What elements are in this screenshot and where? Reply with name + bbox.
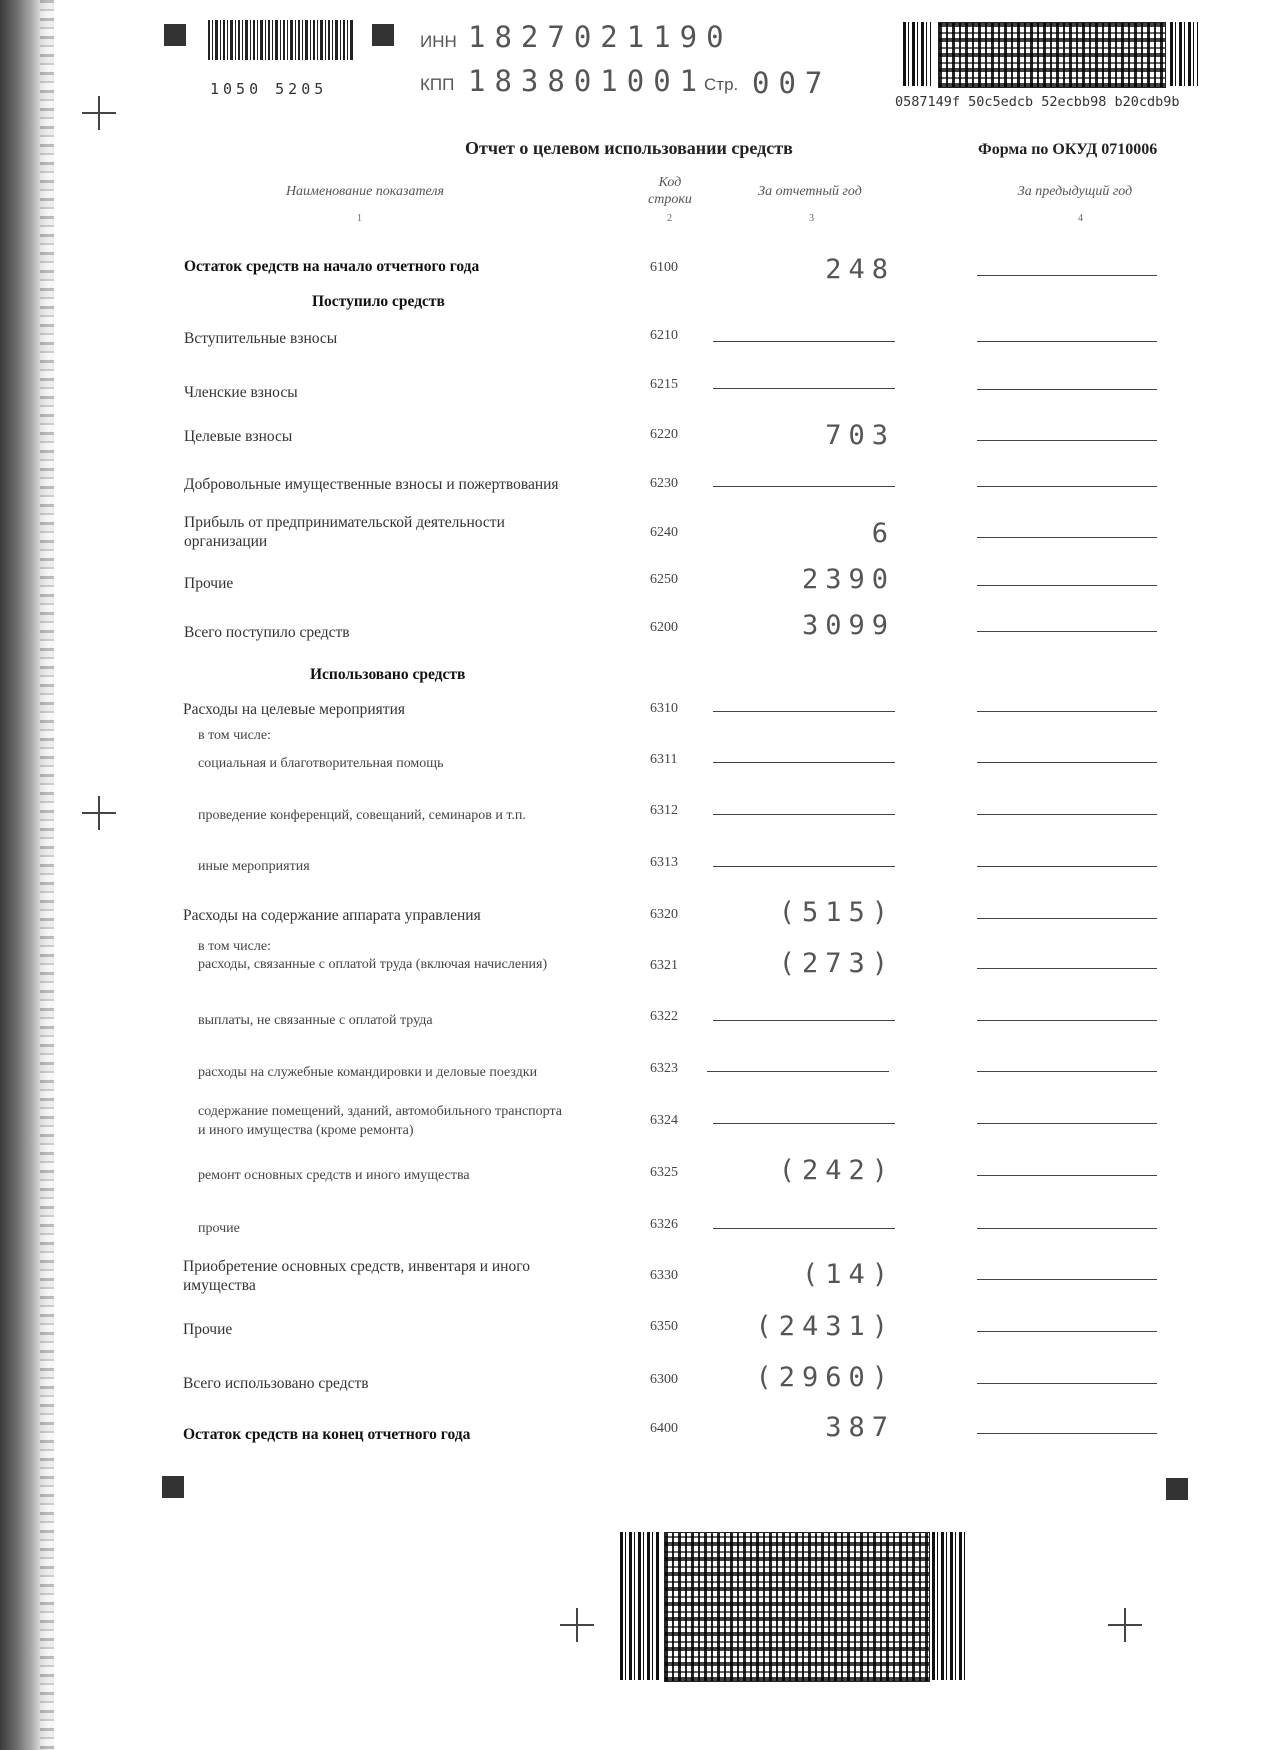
row-label-6330-line2: имущества (183, 1277, 256, 1294)
col-code-header (630, 174, 710, 208)
empty-prev-6320 (977, 918, 1157, 919)
row-label-6240-line1: Прибыль от предпринимательской деятельности (184, 514, 505, 531)
empty-prev-6330 (977, 1279, 1157, 1280)
col-code-header-line2: строки (648, 192, 692, 207)
empty-prev-6312 (977, 814, 1157, 815)
crosshair-mark-icon (82, 96, 116, 130)
empty-current-6313 (713, 866, 895, 867)
row-label-6210: Вступительные взносы (184, 330, 338, 347)
page-number: 007 (752, 66, 832, 100)
barcode-number: 1050 5205 (210, 80, 328, 98)
empty-prev-6310 (977, 711, 1157, 712)
empty-prev-6324 (977, 1123, 1157, 1124)
empty-prev-6326 (977, 1228, 1157, 1229)
empty-current-6230 (713, 486, 895, 487)
inn-label: ИНН (420, 32, 457, 51)
scan-shadow-texture (40, 0, 54, 1750)
row-label-6100: Остаток средств на начало отчетного года (184, 258, 480, 275)
row-label-6250: Прочие (184, 575, 234, 592)
row-code-6321: 6321 (650, 958, 678, 973)
datamatrix-bars (932, 1532, 968, 1680)
empty-prev-6220 (977, 440, 1157, 441)
row-label-6311: социальная и благотворительная помощь (198, 756, 444, 771)
empty-prev-6321 (977, 968, 1157, 969)
form-code: Форма по ОКУД 0710006 (978, 141, 1158, 158)
section-heading-income: Поступило средств (312, 293, 445, 310)
crosshair-mark-icon (1108, 1608, 1142, 1642)
col-name-header: Наименование показателя (285, 184, 445, 199)
page-label: Стр. (704, 75, 739, 94)
empty-current-6215 (713, 388, 895, 389)
col-number: 2 (667, 213, 672, 224)
section-heading-expenses: Использовано средств (310, 666, 466, 683)
empty-current-6210 (713, 341, 895, 342)
registration-square (1166, 1478, 1188, 1500)
row-value-6200: 3099 (801, 610, 895, 641)
row-label-6330-line1: Приобретение основных средств, инвентаря и иного (183, 1258, 530, 1275)
col-number: 3 (809, 213, 814, 224)
row-code-6250: 6250 (650, 572, 678, 587)
empty-prev-6230 (977, 486, 1157, 487)
row-code-6323: 6323 (650, 1061, 678, 1076)
empty-prev-6311 (977, 762, 1157, 763)
row-label-6350: Прочие (183, 1321, 233, 1338)
empty-prev-6322 (977, 1020, 1157, 1021)
row-label-6215: Членские взносы (184, 384, 298, 401)
datamatrix-code (938, 22, 1166, 88)
including-label: в том числе: (198, 728, 271, 743)
row-value-6350: (2431) (755, 1311, 895, 1342)
row-label-6240 (184, 513, 505, 551)
kpp-label: КПП (420, 75, 455, 94)
row-label-6400: Остаток средств на конец отчетного года (183, 1426, 471, 1443)
row-code-6311: 6311 (650, 752, 678, 767)
row-code-6350: 6350 (650, 1319, 678, 1334)
empty-prev-6400 (977, 1433, 1157, 1434)
empty-prev-6313 (977, 866, 1157, 867)
row-label-6322: выплаты, не связанные с оплатой труда (198, 1013, 433, 1028)
row-value-6330: (14) (801, 1259, 895, 1290)
row-code-6240: 6240 (650, 525, 678, 540)
row-code-6322: 6322 (650, 1009, 678, 1024)
crosshair-mark-icon (82, 796, 116, 830)
row-code-6300: 6300 (650, 1372, 678, 1387)
row-value-6100: 248 (825, 254, 895, 285)
row-label-6323: расходы на служебные командировки и деловые поездки (198, 1065, 538, 1080)
empty-prev-6240 (977, 537, 1157, 538)
row-label-6324-line1: содержание помещений, зданий, автомобильного транспорта (198, 1104, 562, 1119)
row-code-6215: 6215 (650, 377, 678, 392)
row-value-6220: 703 (825, 420, 895, 451)
row-label-6321: расходы, связанные с оплатой труда (включая начисления) (198, 957, 548, 972)
row-value-6321: (273) (778, 948, 895, 979)
row-label-6220: Целевые взносы (184, 428, 293, 445)
crosshair-mark-icon (560, 1608, 594, 1642)
datamatrix-bars (1170, 22, 1198, 86)
row-label-6320: Расходы на содержание аппарата управления (183, 907, 481, 924)
row-code-6100: 6100 (650, 260, 678, 275)
empty-current-6311 (713, 762, 895, 763)
inn-value: 1827021190 (468, 20, 733, 54)
row-value-6400: 387 (825, 1412, 895, 1443)
row-code-6400: 6400 (650, 1421, 678, 1436)
row-code-6200: 6200 (650, 620, 678, 635)
report-title: Отчет о целевом использовании средств (465, 138, 793, 158)
empty-current-6326 (713, 1228, 895, 1229)
empty-current-6324 (713, 1123, 895, 1124)
row-label-6325: ремонт основных средств и иного имущества (198, 1168, 470, 1183)
registration-square (164, 24, 186, 46)
row-label-6326: прочие (198, 1221, 240, 1236)
empty-current-6312 (713, 814, 895, 815)
col-previous-header: За предыдущий год (1017, 184, 1133, 199)
row-label-6200: Всего поступило средств (184, 624, 350, 641)
row-value-6320: (515) (778, 897, 895, 928)
row-code-6325: 6325 (650, 1165, 678, 1180)
row-code-6330: 6330 (650, 1268, 678, 1283)
row-code-6313: 6313 (650, 855, 678, 870)
row-value-6300: (2960) (755, 1362, 895, 1393)
empty-prev-6350 (977, 1331, 1157, 1332)
row-code-6324: 6324 (650, 1113, 678, 1128)
row-label-6313: иные мероприятия (198, 859, 310, 874)
row-value-6240: 6 (871, 518, 895, 549)
row-label-6324-line2: и иного имущества (кроме ремонта) (198, 1123, 414, 1138)
including-label: в том числе: (198, 939, 271, 954)
datamatrix-bars (903, 22, 931, 86)
empty-prev-6100 (977, 275, 1157, 276)
empty-current-6322 (713, 1020, 895, 1021)
empty-current-6323 (707, 1071, 889, 1072)
row-value-6250: 2390 (801, 564, 895, 595)
empty-prev-6323 (977, 1071, 1157, 1072)
row-label-6230: Добровольные имущественные взносы и пожертвования (184, 476, 559, 493)
datamatrix-code (664, 1532, 930, 1682)
row-label-6312: проведение конференций, совещаний, семинаров и т.п. (198, 808, 526, 823)
col-number: 4 (1078, 213, 1083, 224)
row-code-6220: 6220 (650, 427, 678, 442)
row-code-6230: 6230 (650, 476, 678, 491)
empty-prev-6250 (977, 585, 1157, 586)
kpp-value: 183801001 (468, 64, 707, 98)
empty-prev-6200 (977, 631, 1157, 632)
row-code-6326: 6326 (650, 1217, 678, 1232)
barcode (208, 20, 353, 60)
row-label-6240-line2: организации (184, 533, 268, 550)
empty-prev-6325 (977, 1175, 1157, 1176)
row-value-6325: (242) (778, 1155, 895, 1186)
registration-square (162, 1476, 184, 1498)
empty-prev-6215 (977, 389, 1157, 390)
row-label-6324 (198, 1102, 562, 1140)
registration-square (372, 24, 394, 46)
row-code-6320: 6320 (650, 907, 678, 922)
empty-prev-6300 (977, 1383, 1157, 1384)
row-code-6310: 6310 (650, 701, 678, 716)
row-code-6210: 6210 (650, 328, 678, 343)
row-label-6300: Всего использовано средств (183, 1375, 369, 1392)
datamatrix-bars (620, 1532, 660, 1680)
row-label-6330 (183, 1257, 530, 1295)
col-code-header-line1: Код (658, 175, 682, 190)
empty-current-6310 (713, 711, 895, 712)
col-number: 1 (357, 213, 362, 224)
empty-prev-6210 (977, 341, 1157, 342)
document-hash: 0587149f 50c5edcb 52ecbb98 b20cdb9b (895, 94, 1180, 110)
col-current-header: За отчетный год (758, 184, 862, 199)
row-label-6310: Расходы на целевые мероприятия (183, 701, 405, 718)
row-code-6312: 6312 (650, 803, 678, 818)
